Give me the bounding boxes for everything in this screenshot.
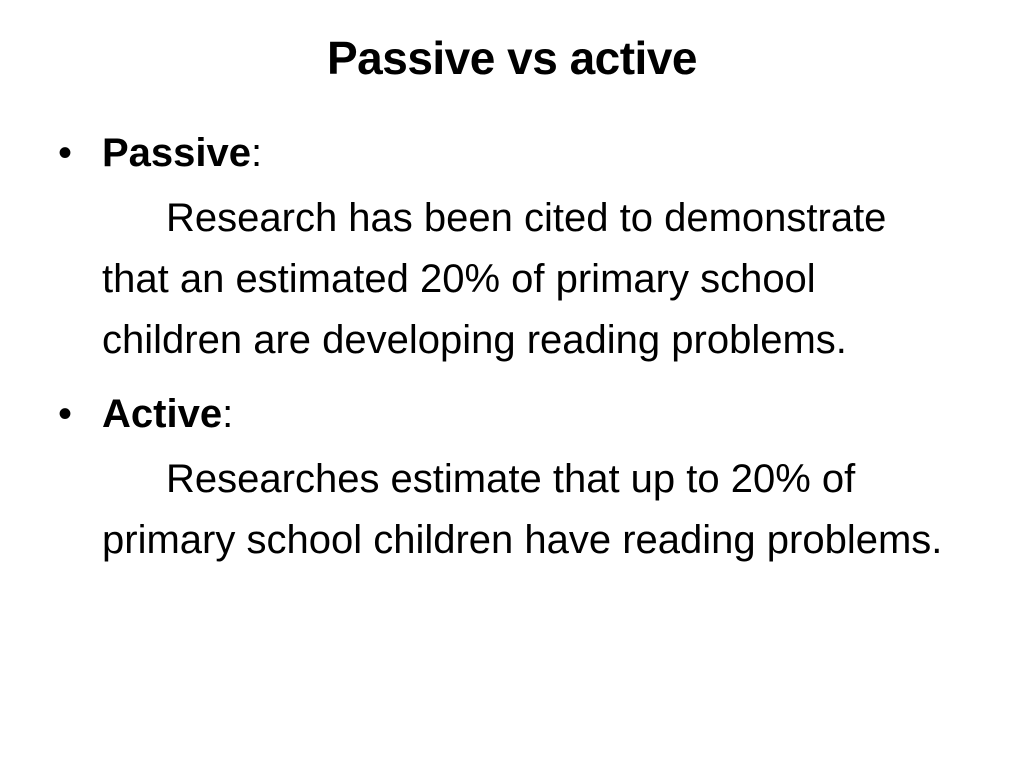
bullet-body-text: Research has been cited to demonstrate that an estimated 20% of primary school children are developing reading problems.: [102, 196, 887, 362]
bullet-heading-row: [102, 383, 958, 445]
bullet-heading: Active: [102, 392, 223, 436]
bullet-heading-row: [102, 122, 958, 184]
bullet-heading-colon: :: [251, 131, 263, 175]
bullet-dot-icon: •: [58, 131, 73, 175]
bullet-dot-icon: •: [58, 392, 73, 436]
bullet-heading-colon: :: [222, 392, 234, 436]
bullet-item-active: [58, 383, 958, 571]
bullet-heading: Passive: [102, 131, 252, 175]
bullet-item-passive: [58, 122, 958, 371]
slide-title: Passive vs active: [326, 32, 698, 84]
bullet-list: [58, 122, 958, 571]
bullet-body-text: Researches estimate that up to 20% of primary school children have reading problems.: [102, 457, 943, 562]
